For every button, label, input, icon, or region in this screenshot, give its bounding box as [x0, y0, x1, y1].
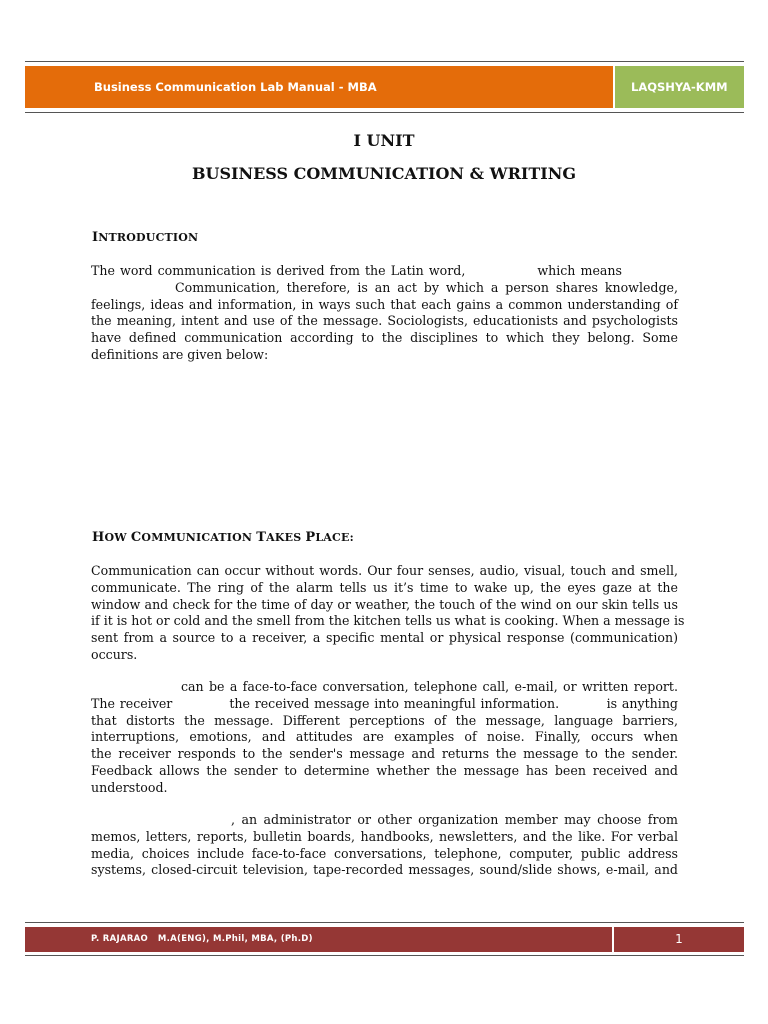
text-line: if it is hot or cold and the smell from the kitchen tells us what is cooking. When a message is [91, 613, 685, 629]
header-bottom-rule [25, 112, 744, 113]
footer-author: P. RAJARAO M.A(ENG), M.Phil, MBA, (Ph.D) [25, 927, 612, 952]
text-line: systems, closed-circuit television, tape-recorded messages, sound/slide shows, e-mail, and [91, 862, 678, 878]
body-paragraph [91, 563, 685, 664]
section-heading-introduction: INTRODUCTION [92, 230, 199, 245]
text-line: the meaning, intent and use of the message. Sociologists, educationists and psychologists [91, 313, 678, 329]
text-line: , an administrator or other organization member may choose from [231, 812, 678, 827]
running-header-tag: LAQSHYA-KMM [615, 66, 744, 108]
text-line: feelings, ideas and information, in ways such that each gains a common understanding of [91, 296, 678, 312]
text-line: The receiver the received message into meaningful information. is anything [91, 695, 678, 711]
text-line: understood. [91, 779, 168, 795]
chapter-title: BUSINESS COMMUNICATION & WRITING [191, 164, 577, 183]
text-line: Feedback allows the sender to determine whether the message has been received and [91, 762, 678, 778]
text-line: Communication, therefore, is an act by which a person shares knowledge, [175, 279, 678, 295]
footer-bottom-rule [25, 955, 744, 956]
text-line: can be a face-to-face conversation, telephone call, e-mail, or written report. [181, 679, 678, 694]
introduction-paragraph [91, 263, 678, 364]
footer-top-rule [25, 922, 744, 923]
text-line: interruptions, emotions, and attitudes are examples of noise. Finally, occurs when [91, 729, 678, 745]
text-line: definitions are given below: [91, 346, 269, 362]
section-heading-how-communication: HOW COMMUNICATION TAKES PLACE: [92, 530, 354, 545]
text-line: Communication can occur without words. Our four senses, audio, visual, touch and smell, [91, 563, 678, 578]
text-line: have defined communication according to the disciplines to which they belong. Some [91, 330, 678, 346]
running-header-title: Business Communication Lab Manual - MBA [25, 66, 613, 108]
text-line: that distorts the message. Different perceptions of the message, language barriers, [91, 712, 678, 728]
text-line: media, choices include face-to-face conversations, telephone, computer, public address [91, 845, 678, 861]
unit-title: I UNIT [353, 131, 415, 150]
page-number: 1 [614, 927, 744, 952]
text-line: memos, letters, reports, bulletin boards, handbooks, newsletters, and the like. For verbal [91, 828, 678, 844]
body-paragraph [91, 812, 678, 879]
header-top-rule [25, 61, 744, 62]
text-line: the receiver responds to the sender's message and returns the message to the sender. [91, 746, 678, 762]
text-line: communicate. The ring of the alarm tells us it’s time to wake up, the eyes gaze at the [91, 579, 678, 595]
text-line: window and check for the time of day or weather, the touch of the wind on our skin tells us [91, 596, 678, 612]
text-line: The word communication is derived from the Latin word, which means [91, 263, 622, 278]
text-line: sent from a source to a receiver, a specific mental or physical response (communication) [91, 630, 678, 646]
text-line: occurs. [91, 646, 138, 662]
body-paragraph [91, 679, 678, 797]
